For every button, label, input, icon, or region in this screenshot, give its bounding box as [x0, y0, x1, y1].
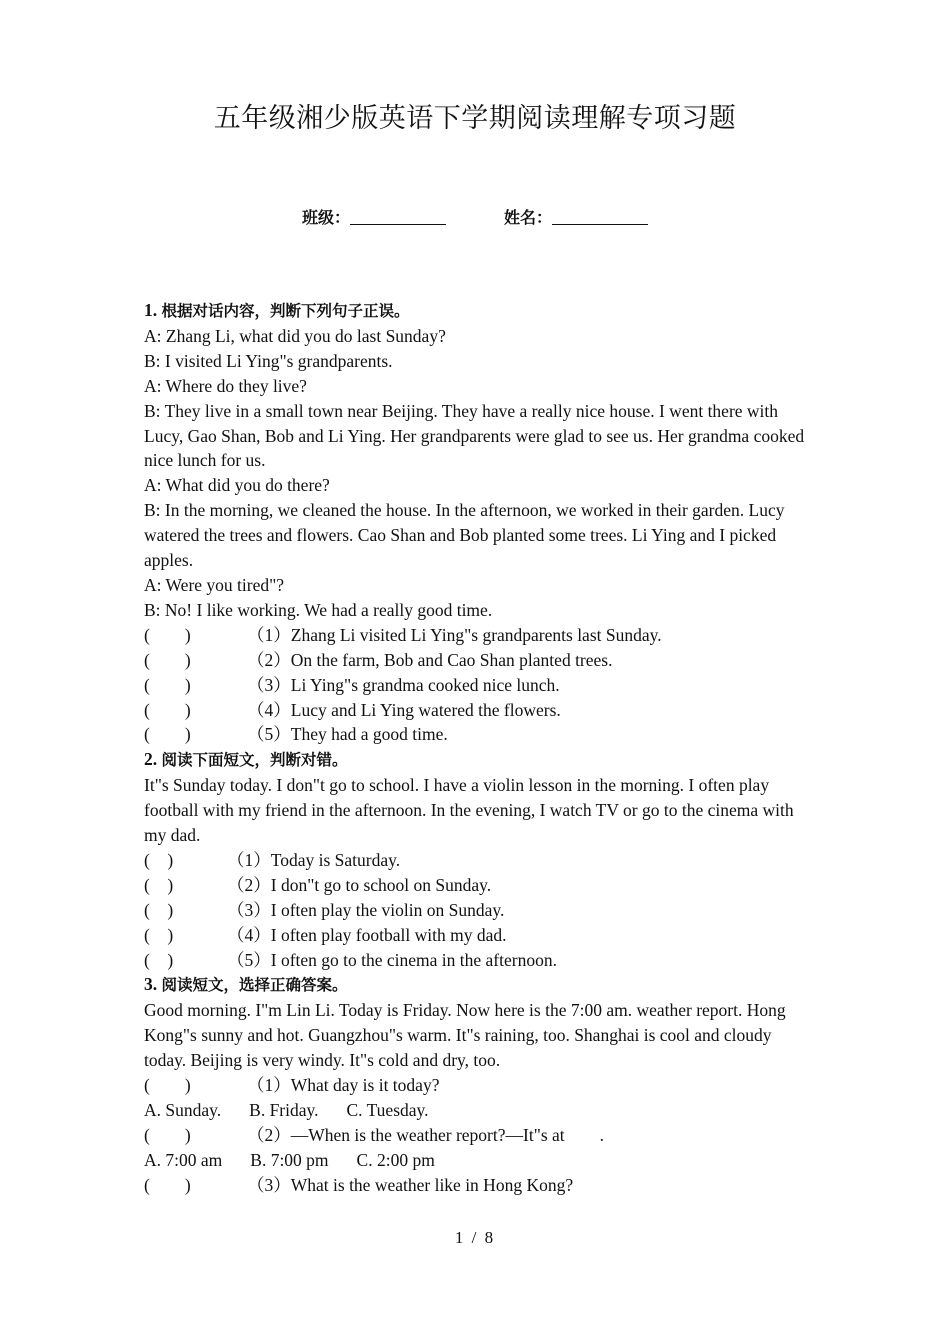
option-a: A. 7:00 am — [144, 1149, 223, 1170]
answer-blank: ( ) — [144, 1124, 191, 1145]
answer-blank: ( ) — [144, 724, 191, 745]
question-number: 3. — [144, 974, 158, 995]
dialogue-line: B: In the morning, we cleaned the house. In the afternoon, we worked in their garden. Lucy watered the trees and flowers. Cao Shan and Bob planted some trees. Li Ying and I picked apples. — [144, 500, 785, 571]
option-a: A. Sunday. — [144, 1100, 222, 1120]
option-b: B. 7:00 pm — [250, 1149, 329, 1170]
reading-passage: It"s Sunday today. I don"t go to school. I have a violin lesson in the morning. I often play football with my friend in the afternoon. In the evening, I watch TV or go to the cinema with my dad. — [144, 775, 794, 846]
dialogue-line: A: Were you tired"? — [144, 574, 285, 595]
question-instruction: 阅读下面短文，判断对错。 — [161, 751, 348, 770]
answer-blank: ( ) — [144, 849, 174, 870]
question-instruction: 根据对话内容，判断下列句子正误。 — [161, 302, 410, 320]
answer-blank: ( ) — [144, 949, 174, 970]
name-blank — [552, 208, 648, 225]
dialogue-line: B: No! I like working. We had a really good time. — [144, 599, 493, 620]
answer-options — [144, 1098, 809, 1123]
multiple-choice-item: ( ) （1）What day is it today? — [144, 1073, 809, 1098]
option-c: C. Tuesday. — [346, 1100, 429, 1120]
page-title: 五年级湘少版英语下学期阅读理解专项习题 — [213, 103, 737, 134]
reading-passage: Good morning. I"m Lin Li. Today is Friday. Now here is the 7:00 am. weather report. Hong Kong"s sunny and hot. Guangzhou"s warm. It"s raining, too. Shanghai is cool and cloudy today. Beijing is very windy. It"s cold and dry, too. — [144, 1000, 786, 1071]
true-false-item: ( ) （2）I don"t go to school on Sunday. — [144, 873, 809, 898]
question-instruction: 阅读短文，选择正确答案。 — [161, 976, 348, 995]
dialogue-line: B: They live in a small town near Beijing. They have a really nice house. I went there with Lucy, Gao Shan, Bob and Li Ying. Her grandparents were glad to see us. Her grandma cooked nice lunch for us. — [144, 400, 805, 471]
answer-blank: ( ) — [144, 899, 174, 920]
question-3-heading — [144, 972, 809, 998]
dialogue-line: B: I visited Li Ying"s grandparents. — [144, 350, 393, 371]
true-false-item: ( ) （2）On the farm, Bob and Cao Shan planted trees. — [144, 648, 809, 673]
name-label: 姓名： — [504, 208, 553, 227]
true-false-item: ( ) （5）I often go to the cinema in the afternoon. — [144, 948, 809, 973]
true-false-item: ( ) （3）Li Ying"s grandma cooked nice lunch. — [144, 673, 809, 698]
student-info-fields — [0, 205, 950, 228]
multiple-choice-item: ( ) （2）—When is the weather report?—It"s at . — [144, 1123, 809, 1148]
true-false-item: ( ) （4）I often play football with my dad. — [144, 923, 809, 948]
dialogue-line: A: Where do they live? — [144, 375, 307, 396]
dialogue-line: A: What did you do there? — [144, 475, 330, 496]
page-number: 1 / 8 — [454, 1228, 496, 1247]
answer-blank: ( ) — [144, 674, 191, 695]
true-false-item: ( ) （5）They had a good time. — [144, 722, 809, 747]
answer-blank: ( ) — [144, 1174, 191, 1195]
true-false-item: ( ) （4）Lucy and Li Ying watered the flowers. — [144, 698, 809, 723]
answer-blank: ( ) — [144, 1075, 191, 1096]
option-c: C. 2:00 pm — [356, 1149, 435, 1170]
class-label: 班级： — [301, 208, 350, 227]
true-false-item: ( ) （1）Zhang Li visited Li Ying"s grandparents last Sunday. — [144, 623, 809, 648]
answer-blank: ( ) — [144, 924, 174, 945]
true-false-item: ( ) （1）Today is Saturday. — [144, 848, 809, 873]
answer-options — [144, 1148, 809, 1173]
option-b: B. Friday. — [249, 1100, 319, 1120]
exercise-content — [144, 298, 809, 1198]
answer-blank: ( ) — [144, 649, 191, 670]
answer-blank: ( ) — [144, 874, 174, 895]
true-false-item: ( ) （3）I often play the violin on Sunday. — [144, 898, 809, 923]
question-number: 1. — [144, 300, 158, 320]
question-2-heading — [144, 747, 809, 773]
answer-blank: ( ) — [144, 699, 191, 720]
question-number: 2. — [144, 749, 158, 770]
dialogue-line: A: Zhang Li, what did you do last Sunday? — [144, 325, 446, 346]
question-1-heading — [144, 298, 809, 324]
answer-blank: ( ) — [144, 624, 191, 645]
multiple-choice-item: ( ) （3）What is the weather like in Hong Kong? — [144, 1173, 809, 1198]
class-blank — [350, 208, 446, 225]
